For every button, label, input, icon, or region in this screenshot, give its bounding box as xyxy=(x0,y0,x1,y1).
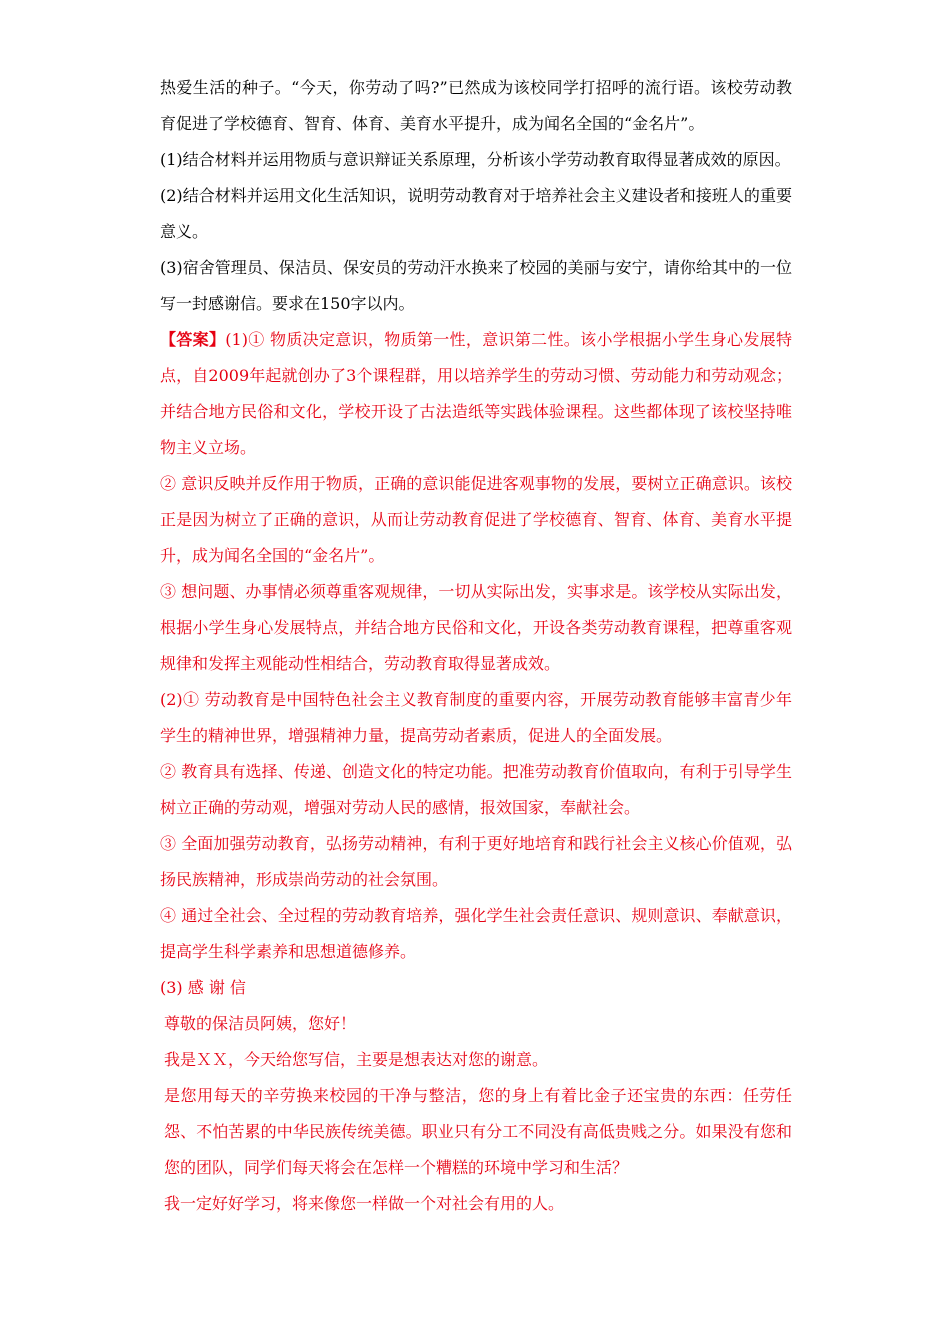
question-1: (1)结合材料并运用物质与意识辩证关系原理，分析该小学劳动教育取得显著成效的原因。 xyxy=(160,150,791,169)
letter-line-3: 我一定好好学习，将来像您一样做一个对社会有用的人。 xyxy=(164,1194,565,1213)
material-text: 热爱生活的种子。“今天，你劳动了吗?”已然成为该校同学打招呼的流行语。该校劳动教育促进了学校德育、智育、体育、美育水平提升，成为闻名全国的“金名片”。 xyxy=(160,78,792,133)
answer-2-point-1: (2)① 劳动教育是中国特色社会主义教育制度的重要内容，开展劳动教育能够丰富青少年学生的精神世界，增强精神力量，提高劳动者素质，促进人的全面发展。 xyxy=(160,690,792,745)
answer-1-point-1-text: (1)① 物质决定意识，物质第一性，意识第二性。该小学根据小学生身心发展特点，自2009年起就创办了3个课程群，用以培养学生的劳动习惯、劳动能力和劳动观念；并结合地方民俗和文化，学校开设了古法造纸等实践体验课程。这些都体现了该校坚持唯物主义立场。 xyxy=(160,330,792,457)
question-3: (3)宿舍管理员、保洁员、保安员的劳动汗水换来了校园的美丽与安宁，请你给其中的一位写一封感谢信。要求在150字以内。 xyxy=(160,258,792,313)
question-2: (2)结合材料并运用文化生活知识，说明劳动教育对于培养社会主义建设者和接班人的重要意义。 xyxy=(160,186,792,241)
answer-1-point-1 xyxy=(160,322,792,466)
answer-tag: 【答案】 xyxy=(160,330,226,349)
letter-title: (3) 感 谢 信 xyxy=(160,978,246,997)
letter-line-2: 是您用每天的辛劳换来校园的干净与整洁，您的身上有着比金子还宝贵的东西：任劳任怨、不怕苦累的中华民族传统美德。职业只有分工不同没有高低贵贱之分。如果没有您和您的团队，同学们每天将会在怎样一个糟糕的环境中学习和生活？ xyxy=(164,1086,792,1177)
letter-line-1: 我是ＸＸ，今天给您写信，主要是想表达对您的谢意。 xyxy=(164,1050,549,1069)
answer-2-point-3: ③ 全面加强劳动教育，弘扬劳动精神，有利于更好地培育和践行社会主义核心价值观，弘扬民族精神，形成崇尚劳动的社会氛围。 xyxy=(160,834,792,889)
answer-2-point-4: ④ 通过全社会、全过程的劳动教育培养，强化学生社会责任意识、规则意识、奉献意识，提高学生科学素养和思想道德修养。 xyxy=(160,906,792,961)
answer-1-point-3: ③ 想问题、办事情必须尊重客观规律，一切从实际出发，实事求是。该学校从实际出发，根据小学生身心发展特点，并结合地方民俗和文化，开设各类劳动教育课程，把尊重客观规律和发挥主观能动性相结合，劳动教育取得显著成效。 xyxy=(160,582,792,673)
letter-greeting: 尊敬的保洁员阿姨，您好！ xyxy=(164,1014,357,1033)
answer-2-point-2: ② 教育具有选择、传递、创造文化的特定功能。把准劳动教育价值取向，有利于引导学生树立正确的劳动观，增强对劳动人民的感情，报效国家，奉献社会。 xyxy=(160,762,792,817)
document-page xyxy=(160,70,792,1222)
answer-1-point-2: ② 意识反映并反作用于物质，正确的意识能促进客观事物的发展，要树立正确意识。该校正是因为树立了正确的意识，从而让劳动教育促进了学校德育、智育、体育、美育水平提升，成为闻名全国的“金名片”。 xyxy=(160,474,792,565)
